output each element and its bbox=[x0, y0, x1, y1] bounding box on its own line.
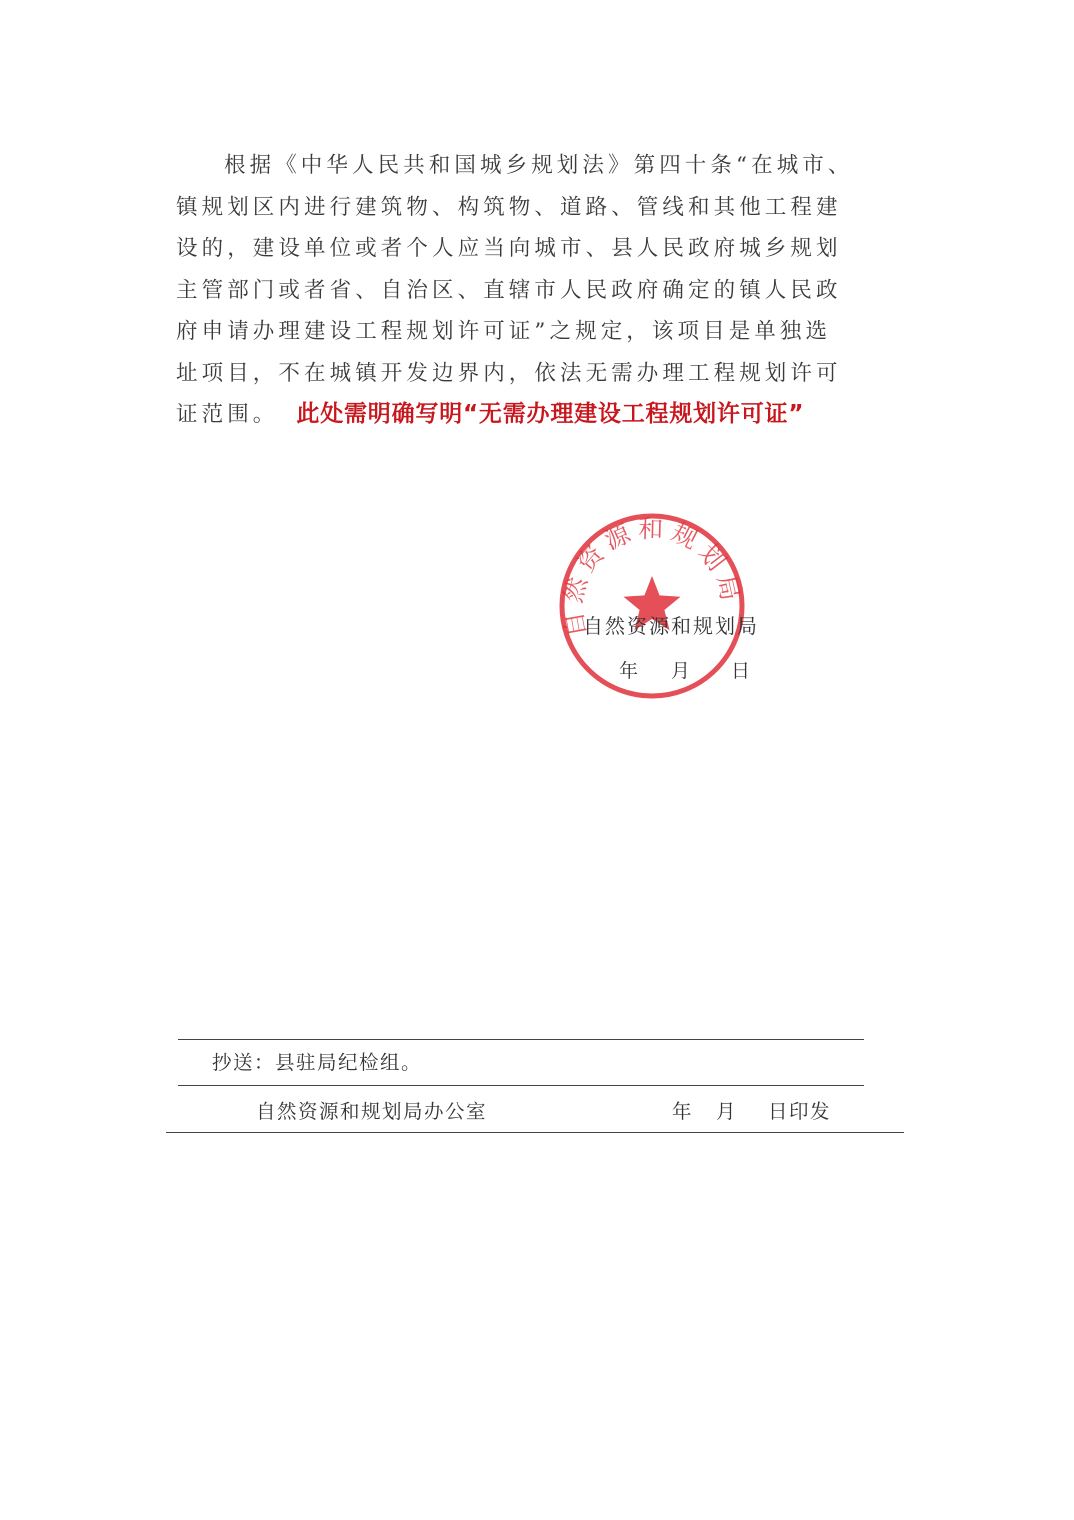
body-line-6: 址项目，不在城镇开发边界内，依法无需办理工程规划许可 bbox=[176, 360, 842, 386]
divider-middle bbox=[178, 1085, 864, 1086]
cc-line: 抄送：县驻局纪检组。 bbox=[212, 1051, 423, 1074]
signature-org: 自然资源和规划局 bbox=[583, 614, 759, 638]
divider-bottom bbox=[166, 1132, 904, 1133]
body-line-3: 设的，建设单位或者个人应当向城市、县人民政府城乡规划 bbox=[176, 236, 842, 261]
issue-month: 月 bbox=[716, 1100, 736, 1123]
official-seal bbox=[554, 508, 750, 704]
body-last-line: 证范围。 bbox=[176, 402, 279, 427]
body-line-1: 根据《中华人民共和国城乡规划法》第四十条“在城市、 bbox=[224, 153, 854, 178]
signature-day: 日 bbox=[731, 660, 751, 682]
review-note: 此处需明确写明“无需办理建设工程规划许可证” bbox=[296, 401, 805, 427]
issuer-office: 自然资源和规划局办公室 bbox=[256, 1100, 488, 1123]
body-line-5: 府申请办理建设工程规划许可证”之规定，该项目是单独选 bbox=[176, 319, 832, 344]
body-line-7 bbox=[176, 394, 866, 436]
signature-month: 月 bbox=[671, 660, 691, 682]
signature-year: 年 bbox=[619, 660, 639, 682]
seal-text: 自然资源和规划局 bbox=[557, 514, 747, 640]
body-line-4: 主管部门或者省、自治区、直辖市人民政府确定的镇人民政 bbox=[176, 277, 842, 303]
body-paragraph bbox=[176, 145, 866, 436]
issue-year: 年 bbox=[672, 1100, 692, 1123]
divider-top bbox=[178, 1039, 864, 1040]
body-line-2: 镇规划区内进行建筑物、构筑物、道路、管线和其他工程建 bbox=[176, 194, 842, 220]
issue-day-print: 日印发 bbox=[768, 1100, 832, 1123]
